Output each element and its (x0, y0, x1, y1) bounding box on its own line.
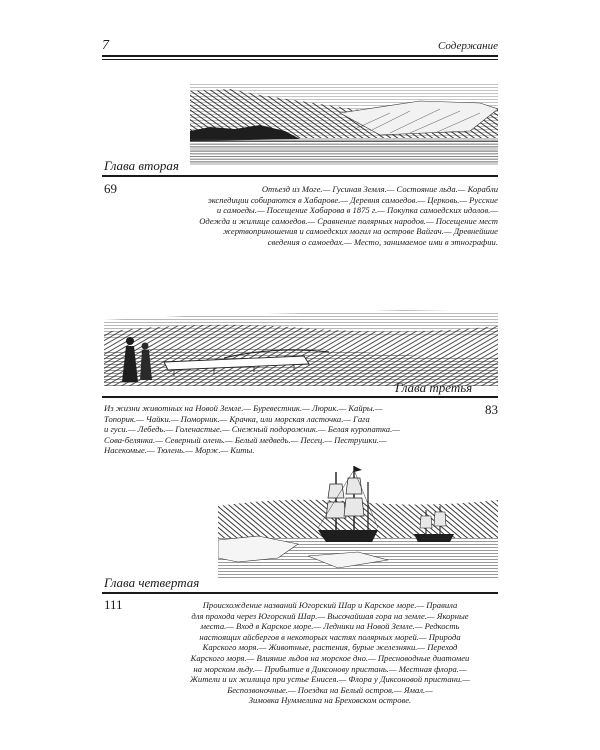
chapter-2-summary (199, 184, 498, 248)
summary-line: жертвоприношения и самоедских могил на острове Вайгач.— Древнейшие (223, 226, 498, 237)
tundra-sledge-engraving (104, 306, 498, 386)
summary-line: Беспозвоночные.— Поездка на Белый остров.— Ямал.— (227, 684, 433, 695)
chapter-4-page: 111 (104, 597, 123, 612)
sailing-ships-engraving (218, 462, 498, 580)
page-number: 7 (102, 38, 109, 53)
summary-line: Карского моря.— Влияние льдов на морское дно.— Пресноводные диатомеи (190, 652, 470, 663)
chapter-3-page: 83 (485, 402, 498, 417)
summary-line: Одежда и жилище самоедов.— Сравнение полярных народов.— Посещение мест (199, 215, 498, 226)
summary-line: Зимовка Нуммелина на Бреховском острове. (248, 695, 412, 706)
header-rule-thin (102, 59, 498, 60)
chapter-2-page: 69 (104, 181, 117, 196)
chapter-4-rule (102, 592, 498, 594)
chapter-2-title: Глава вторая (104, 158, 179, 173)
summary-line: для прохода через Югорский Шар.— Высочайшая гора на земле.— Якорные (191, 610, 469, 621)
chapter-3-rule (102, 396, 498, 398)
chapter-3-summary (104, 403, 400, 456)
glacier-engraving (190, 83, 498, 165)
chapter-4-title: Глава четвертая (104, 575, 200, 590)
summary-line: Сова-белянка.— Северный олень.— Белый медведь.— Песец.— Пеструшки.— (104, 434, 387, 445)
summary-line: сведения о самоедах.— Место, занимаемое ими в этнографии. (267, 236, 498, 247)
summary-line: и гуси.— Лебедь.— Голенастые.— Снежный подорожник.— Белая куропатка.— (104, 424, 400, 435)
summary-line: места.— Вход в Карское море.— Ледники на Новой Земле.— Редкость (200, 621, 460, 632)
header-rule (102, 55, 498, 57)
chapter-2-rule (102, 175, 498, 177)
summary-line: на морском льду.— Прибытие в Диксонову пристань.— Местная флора.— (193, 663, 467, 674)
summary-line: Из жизни животных на Новой Земле.— Буревестник.— Люрик.— Кайры.— (104, 403, 383, 413)
summary-line: Жители и их жилища при устье Енисея.— Флора у Диксоновой пристани.— (190, 674, 470, 685)
summary-line: Отъезд из Моге.— Гусиная Земля.— Состояние льда.— Корабли (261, 184, 498, 194)
chapter-3-title: Глава третья (395, 380, 473, 395)
summary-line: и самоеды.— Посещение Хабарова в 1875 г.— Покупка самоедских идолов.— (216, 205, 498, 216)
summary-line: Происхождение названий Югорский Шар и Карское море.— Правила (202, 600, 458, 610)
summary-line: Топорик.— Чайки.— Поморник.— Крачка, или морская ласточка.— Гага (104, 413, 370, 424)
summary-line: экспедиции собираются в Хабарове.— Деревня самоедов.— Церковь.— Русские (207, 194, 498, 205)
summary-line: Насекомые.— Тюлень.— Морж.— Киты. (104, 445, 255, 456)
summary-line: настоящих айсбергов в некоторых частях полярных морей.— Природа (199, 631, 461, 642)
summary-line: Карского моря.— Животные, растения, бурые железняки.— Переход (202, 642, 458, 653)
running-title: Содержание (437, 40, 498, 52)
chapter-4-summary (180, 600, 480, 706)
